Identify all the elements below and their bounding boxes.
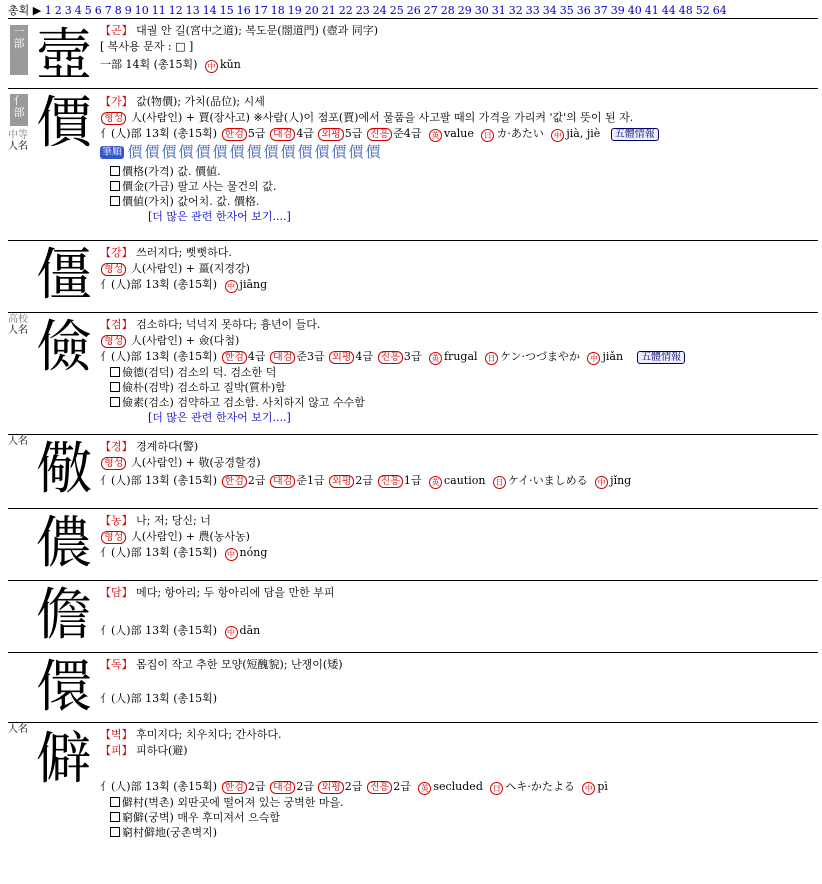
formation: 人(사람인) + 畺(지경강) (130, 262, 250, 275)
level-badge: 진흥 (378, 475, 403, 488)
five-style-button[interactable]: 五體情報 (637, 351, 685, 364)
checkbox-icon[interactable] (110, 181, 120, 191)
jp-mark-icon: 日 (490, 782, 503, 795)
level-badge: 한검 (222, 351, 247, 364)
level-badge: 외평 (318, 781, 343, 794)
reading: 【가】 (100, 95, 133, 108)
level-badge: 대검 (270, 781, 295, 794)
english: secluded (433, 780, 483, 793)
example-word[interactable]: 價格(가격) 값. 價値. (122, 165, 221, 178)
level-value: 2급 (247, 474, 266, 487)
stroke-count-link[interactable]: 39 (610, 4, 625, 17)
radical-strokes: 亻(人)部 13획 (총15획) (100, 546, 218, 559)
stroke-count-link[interactable]: 11 (151, 4, 166, 17)
cn-mark-icon: 中 (582, 782, 595, 795)
reading-alt: 【피】 (100, 744, 133, 757)
en-mark-icon: 英 (429, 476, 442, 489)
divider (8, 580, 818, 581)
stroke-count-link[interactable]: 41 (644, 4, 659, 17)
example-word[interactable]: 窮僻(궁벽) 매우 후미져서 으슥함 (122, 811, 280, 824)
divider (8, 18, 818, 19)
divider (8, 434, 818, 435)
stroke-count-link[interactable]: 34 (542, 4, 557, 17)
grade-level: 高校 (8, 314, 28, 325)
stroke-count-link[interactable]: 8 (114, 4, 122, 17)
stroke-count-link[interactable]: 23 (355, 4, 370, 17)
level-badge: 대검 (270, 475, 295, 488)
radical-strokes: 亻(人)部 13획 (총15획) (100, 350, 218, 363)
stroke-count-link[interactable]: 4 (74, 4, 82, 17)
formation-badge: 형성 (101, 112, 126, 125)
stroke-count-link[interactable]: 28 (440, 4, 455, 17)
stroke-count-link[interactable]: 5 (84, 4, 92, 17)
reading: 【독】 (100, 658, 133, 671)
name-use-tag: 人名 (8, 724, 28, 735)
name-use-tag: 人名 (8, 325, 28, 336)
entry-ga (8, 90, 818, 240)
formation-badge: 형성 (101, 263, 126, 276)
example-word[interactable]: 價値(가치) 값어치. 값. 價格. (122, 195, 260, 208)
stroke-count-link[interactable]: 2 (54, 4, 62, 17)
checkbox-icon[interactable] (110, 397, 120, 407)
radical-strokes: 亻(人)部 13획 (총15획) (100, 278, 218, 291)
stroke-count-link[interactable]: 10 (134, 4, 149, 17)
level-value: 5급 (344, 127, 363, 140)
stroke-count-link[interactable]: 52 (695, 4, 710, 17)
english: caution (443, 474, 486, 487)
stroke-count-link[interactable]: 37 (593, 4, 608, 17)
reading: 【강】 (100, 246, 133, 259)
stroke-count-link[interactable]: 9 (124, 4, 132, 17)
radical-strokes: 亻(人)部 13획 (총15획) (100, 127, 218, 140)
stroke-count-link[interactable]: 29 (457, 4, 472, 17)
meaning: 몸집이 작고 추한 모양(短醜貌); 난쟁이(矮) (136, 658, 343, 671)
example-word[interactable]: 價金(가금) 팔고 사는 물건의 값. (122, 180, 277, 193)
radical-tag: 亻部 (10, 94, 28, 126)
cn-mark-icon: 中 (587, 352, 600, 365)
jp-mark-icon: 日 (485, 352, 498, 365)
stroke-order-button[interactable]: 筆順 (102, 147, 122, 158)
stroke-count-link[interactable]: 33 (525, 4, 540, 17)
cn-mark-icon: 中 (551, 129, 564, 142)
stroke-count-link[interactable]: 32 (508, 4, 523, 17)
stroke-count-link[interactable]: 27 (423, 4, 438, 17)
en-mark-icon: 英 (429, 352, 442, 365)
level-value: 준1급 (296, 474, 325, 487)
stroke-count-link[interactable]: 7 (104, 4, 112, 17)
formation-badge: 형성 (101, 335, 126, 348)
reading: 【검】 (100, 318, 133, 331)
hanja-char[interactable]: 儋 (36, 583, 92, 648)
example-word[interactable]: 僻村(벽촌) 외딴곳에 떨어져 있는 궁벽한 마을. (122, 796, 344, 809)
more-words-link[interactable]: [더 많은 관련 한자어 보기....] (148, 411, 291, 424)
stroke-count-link[interactable]: 44 (661, 4, 676, 17)
divider (8, 312, 818, 313)
stroke-count-link[interactable]: 13 (185, 4, 200, 17)
japanese: カ·あたい (496, 127, 544, 140)
stroke-count-link[interactable]: 15 (219, 4, 234, 17)
formation: 人(사람인) + 僉(다첨) (130, 334, 240, 347)
stroke-count-nav (8, 2, 730, 18)
stroke-count-link[interactable]: 19 (287, 4, 302, 17)
divider (8, 240, 818, 241)
stroke-count-link[interactable]: 40 (627, 4, 642, 17)
level-value: 5급 (247, 127, 266, 140)
meaning-alt: 피하다(避) (136, 744, 188, 757)
level-value: 2급 (296, 780, 314, 793)
level-badge: 외평 (318, 128, 343, 141)
checkbox-icon[interactable] (110, 382, 120, 392)
hanja-char[interactable]: 儂 (36, 511, 92, 576)
meaning: 값(物價); 가치(品位); 시세 (136, 95, 265, 108)
cn-mark-icon: 中 (225, 548, 238, 561)
japanese: ヘキ·かたよる (505, 780, 575, 793)
hanja-char[interactable]: 壼 (36, 23, 92, 88)
pinyin: jiāng (239, 278, 268, 291)
reading: 【담】 (100, 586, 133, 599)
stroke-count-link[interactable]: 25 (389, 4, 404, 17)
level-value: 4급 (296, 127, 314, 140)
level-value: 2급 (393, 780, 411, 793)
japanese: ケイ·いましめる (507, 474, 588, 487)
entry-nong (8, 510, 818, 578)
formation: 人(사람인) + 農(농사농) (130, 530, 250, 543)
level-value: 준3급 (296, 350, 325, 363)
stroke-count-link[interactable]: 1 (44, 4, 52, 17)
radical-strokes: 亻(人)部 13획 (총15획) (100, 780, 218, 793)
formation: 人(사람인) + 敬(공경할경) (130, 456, 261, 469)
name-use-tag: 人名 (8, 141, 28, 152)
more-words-link[interactable]: [더 많은 관련 한자어 보기....] (148, 210, 291, 223)
stroke-count-link[interactable]: 36 (576, 4, 591, 17)
reading: 【곤】 (100, 24, 133, 37)
level-badge: 진흥 (367, 781, 392, 794)
level-badge: 한검 (222, 475, 247, 488)
hanja-char[interactable]: 價 (36, 91, 92, 156)
entry-geom (8, 314, 818, 434)
cn-mark-icon: 中 (225, 626, 238, 639)
stroke-count-link[interactable]: 26 (406, 4, 421, 17)
grade-level: 中等 (8, 130, 28, 141)
level-badge: 한검 (222, 128, 247, 141)
stroke-count-link[interactable]: 35 (559, 4, 574, 17)
cn-mark-icon: 中 (225, 280, 238, 293)
stroke-count-link[interactable]: 20 (304, 4, 319, 17)
stroke-count-link[interactable]: 6 (94, 4, 102, 17)
level-value: 준4급 (393, 127, 422, 140)
checkbox-icon[interactable] (110, 827, 120, 837)
formation-badge: 형성 (101, 531, 126, 544)
stroke-order-sequence: 價價價價價價價價價價價價價價價 (127, 143, 383, 161)
level-badge: 한검 (222, 781, 247, 794)
level-badge: 대검 (270, 351, 295, 364)
stroke-nav-arrow-icon: ▶ (32, 4, 42, 17)
cn-mark-icon: 中 (205, 60, 218, 73)
entry-kun (8, 20, 818, 88)
level-badge: 진흥 (367, 128, 392, 141)
entry-gyeong (8, 436, 818, 504)
radical-strokes: 亻(人)部 13획 (총15획) (100, 624, 218, 637)
checkbox-icon[interactable] (110, 812, 120, 822)
radical-tag: 一部 (10, 25, 28, 75)
formation: 人(사람인) + 賈(장사고) ※사람(人)이 점포(賈)에서 물품을 사고팔 때의 가격을 가리켜 '값'의 뜻이 된 자. (130, 111, 634, 124)
stroke-count-link[interactable]: 17 (253, 4, 268, 17)
stroke-nav-label: 총획 (8, 4, 30, 17)
level-value: 2급 (344, 780, 363, 793)
checkbox-icon[interactable] (110, 196, 120, 206)
stroke-count-link[interactable]: 21 (321, 4, 336, 17)
radical-strokes: 一部 14획 (총15획) (100, 58, 198, 71)
radical-strokes: 亻(人)部 13획 (총15획) (100, 474, 218, 487)
pinyin: kŭn (219, 58, 241, 71)
entry-gang (8, 242, 818, 308)
divider (8, 652, 818, 653)
stroke-count-link[interactable]: 18 (270, 4, 285, 17)
pinyin: dān (239, 624, 261, 637)
level-badge: 진흥 (378, 351, 403, 364)
checkbox-icon[interactable] (110, 166, 120, 176)
checkbox-icon[interactable] (110, 367, 120, 377)
formation-badge: 형성 (101, 457, 126, 470)
stroke-count-link[interactable]: 31 (491, 4, 506, 17)
meaning: 경계하다(警) (136, 440, 199, 453)
meaning: 검소하다; 넉넉지 못하다; 흉년이 들다. (136, 318, 321, 331)
hanja-char[interactable]: 僻 (36, 727, 92, 792)
meaning: 쓰러지다; 뻣뻣하다. (136, 246, 232, 259)
pinyin: nóng (239, 546, 268, 559)
hanja-char[interactable]: 僵 (36, 243, 92, 308)
divider (8, 508, 818, 509)
en-mark-icon: 英 (429, 129, 442, 142)
en-mark-icon: 英 (418, 782, 431, 795)
stroke-count-link[interactable]: 3 (64, 4, 72, 17)
meaning: 후미지다; 치우치다; 간사하다. (136, 728, 282, 741)
stroke-count-link[interactable]: 48 (678, 4, 693, 17)
stroke-count-link[interactable]: 22 (338, 4, 353, 17)
stroke-count-link[interactable]: 16 (236, 4, 251, 17)
reading: 【농】 (100, 514, 133, 527)
meaning: 대궐 안 길(宮中之道); 복도문(閤道門) (壺과 同字) (136, 24, 379, 37)
meaning: 메다; 항아리; 두 항아리에 담을 만한 부피 (136, 586, 335, 599)
stroke-count-link[interactable]: 64 (712, 4, 727, 17)
level-badge: 대검 (270, 128, 295, 141)
level-value: 4급 (355, 350, 374, 363)
level-badge: 외평 (329, 351, 354, 364)
example-word[interactable]: 窮村僻地(궁촌벽지) (122, 826, 218, 839)
example-word[interactable]: 儉素(검소) 검약하고 검소함. 사치하지 않고 수수함 (122, 396, 365, 409)
five-style-button[interactable]: 五體情報 (611, 128, 659, 141)
stroke-count-link[interactable]: 14 (202, 4, 217, 17)
entry-byeok (8, 724, 818, 854)
jp-mark-icon: 日 (493, 476, 506, 489)
hanja-char[interactable]: 儇 (36, 655, 92, 720)
stroke-count-link[interactable]: 30 (474, 4, 489, 17)
pinyin: jià, jiè (566, 127, 601, 140)
hanja-char[interactable]: 儆 (36, 437, 92, 502)
pinyin: jiǎn (602, 350, 624, 363)
reading: 【경】 (100, 440, 133, 453)
example-word[interactable]: 儉朴(검박) 검소하고 질박(質朴)함 (122, 381, 286, 394)
entry-dam (8, 582, 818, 650)
hanja-char[interactable]: 儉 (36, 315, 92, 380)
reading: 【벽】 (100, 728, 133, 741)
english: frugal (443, 350, 478, 363)
pinyin: pì (597, 780, 608, 793)
entry-dok (8, 654, 818, 720)
divider (8, 88, 818, 89)
example-word[interactable]: 儉德(검덕) 검소의 덕. 검소한 덕 (122, 366, 277, 379)
level-value: 2급 (355, 474, 374, 487)
copy-note: [ 복사용 문자 : □ ] (100, 40, 194, 53)
pinyin: jǐng (610, 474, 632, 487)
radical-strokes: 亻(人)部 13획 (총15획) (100, 692, 218, 705)
stroke-count-link[interactable]: 12 (168, 4, 183, 17)
cn-mark-icon: 中 (595, 476, 608, 489)
level-value: 2급 (247, 780, 266, 793)
name-use-tag: 人名 (8, 436, 28, 447)
divider (8, 722, 818, 723)
level-value: 3급 (403, 350, 422, 363)
jp-mark-icon: 日 (481, 129, 494, 142)
meaning: 나; 저; 당신; 너 (136, 514, 211, 527)
checkbox-icon[interactable] (110, 797, 120, 807)
stroke-count-link[interactable]: 24 (372, 4, 387, 17)
stroke-nav-numbers (45, 4, 730, 17)
level-value: 1급 (403, 474, 422, 487)
level-value: 4급 (247, 350, 266, 363)
japanese: ケン·つづまやか (500, 350, 580, 363)
english: value (443, 127, 474, 140)
level-badge: 외평 (329, 475, 354, 488)
